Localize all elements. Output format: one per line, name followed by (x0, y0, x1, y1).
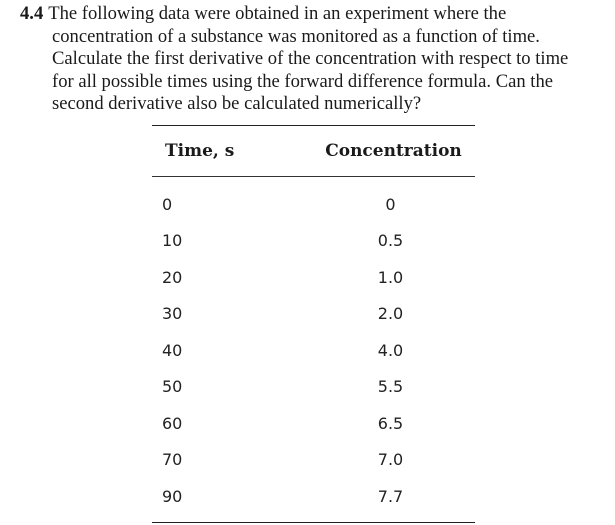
problem-line-1 (20, 3, 610, 26)
problem-statement (20, 3, 610, 116)
concentration-cell: 0 (385, 194, 396, 214)
problem-number: 4.4 (20, 3, 44, 24)
table-row (152, 442, 475, 479)
time-cell: 0 (162, 194, 173, 214)
problem-text-line: The following data were obtained in an experiment where the (48, 3, 507, 24)
concentration-cell: 7.0 (377, 450, 404, 470)
time-cell: 20 (162, 267, 183, 287)
table-row (152, 186, 475, 223)
table-bottom-rule (152, 522, 475, 523)
problem-text-line: concentration of a substance was monitored as a function of time. (52, 25, 540, 47)
table-row (152, 223, 475, 260)
time-cell: 70 (162, 450, 183, 470)
concentration-cell: 0.5 (377, 231, 404, 251)
time-cell: 40 (162, 340, 183, 360)
concentration-cell: 6.5 (377, 413, 404, 433)
table-row (152, 259, 475, 296)
table-row (152, 478, 475, 515)
time-cell: 30 (162, 304, 183, 324)
problem-text-line: for all possible times using the forward difference formula. Can the (52, 70, 554, 92)
time-cell: 90 (162, 486, 183, 506)
data-table (152, 125, 475, 523)
table-row (152, 405, 475, 442)
table-row (152, 369, 475, 406)
time-cell: 60 (162, 413, 183, 433)
problem-text-line: Calculate the first derivative of the concentration with respect to time (52, 48, 569, 70)
table-row (152, 332, 475, 369)
table-body (152, 177, 475, 515)
concentration-cell: 7.7 (377, 486, 404, 506)
problem-text-line: second derivative also be calculated numerically? (52, 93, 422, 115)
time-cell: 50 (162, 377, 183, 397)
time-cell: 10 (162, 231, 183, 251)
table-row (152, 296, 475, 333)
table-header-row (152, 126, 475, 176)
concentration-cell: 4.0 (377, 340, 404, 360)
time-column-header: Time, s (165, 141, 235, 161)
concentration-column-header: Concentration (325, 141, 462, 161)
concentration-cell: 1.0 (377, 267, 404, 287)
concentration-cell: 5.5 (377, 377, 404, 397)
concentration-cell: 2.0 (377, 304, 404, 324)
